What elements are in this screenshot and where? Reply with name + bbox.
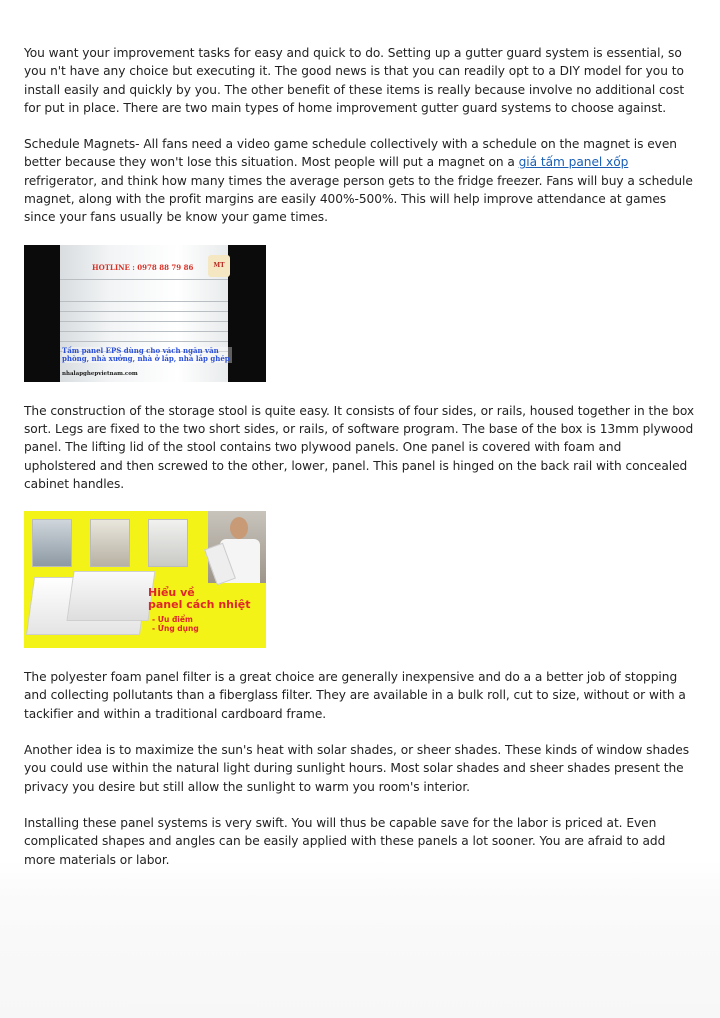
paragraph-gutter-guard: You want your improvement tasks for easy and quick to do. Setting up a gutter guard system is essential, so you n't have any choice but executing it. The good news is that you can readily opt to a DIY model for you to install easily and quickly by you. The other benefit of these items is really because involve no additional cost for put in place. There are two main types of home improvement gutter guard systems to choose against.: [24, 46, 685, 115]
panel-seam: [60, 341, 228, 342]
panel-seam: [60, 301, 228, 302]
sandwich-panel-shape: [66, 571, 155, 621]
panel-seam: [60, 279, 228, 280]
panel-thumb: [148, 519, 188, 567]
photo-caption: Tấm panel EPS dùng cho vách ngăn văn phòng, nhà xưởng, nhà ở lắp, nhà lắp ghép: [62, 347, 232, 363]
company-logo: MT: [208, 255, 230, 277]
paragraph-schedule-magnets: [24, 135, 696, 226]
banner-bullet: - Ưu điểm: [152, 615, 193, 625]
insulation-panel-banner: [24, 511, 266, 648]
paragraph-solar-shades: Another idea is to maximize the sun's heat with solar shades, or sheer shades. These kinds of window shades you could use within the natural light during sunlight hours. Most solar shades and sheer shades present the privacy you desire but still allow the sunlight to warm you room's interior.: [24, 743, 689, 794]
banner-title-line: panel cách nhiệt: [148, 598, 251, 612]
banner-title-line: Hiểu về: [148, 586, 195, 600]
photo-website: nhalapghepvietnam.com: [62, 370, 138, 377]
paragraph-foam-filter: The polyester foam panel filter is a great choice are generally inexpensive and do a a better job of stopping and collecting pollutants than a fiberglass filter. They are available in a bulk roll, cut to size, without or with a tackifier and within a traditional cardboard frame.: [24, 670, 686, 721]
eps-panel-photo: [24, 245, 266, 382]
panel-seam: [60, 331, 228, 332]
paragraph-text: Schedule Magnets- All fans need a video game schedule collectively with a schedule on the magnet is even better because they won't lose this situation. Most people will put a magnet on a: [24, 137, 677, 170]
room-thumb: [90, 519, 130, 567]
paragraph-panel-systems: Installing these panel systems is very swift. You will thus be capable save for the labor is priced at. Even complicated shapes and angles can be easily applied with these panels a lot sooner. You are afraid to add more materials or labor.: [24, 815, 666, 867]
paragraph-text: refrigerator, and think how many times the average person gets to the fridge freezer. Fans will buy a schedule magnet, along with the profit margins are easily 400%-500%. This will help improve attendance at games since your fans usually be know your game times.: [24, 173, 693, 225]
panel-seam: [60, 311, 228, 312]
banner-bullets: [152, 615, 199, 633]
paragraph-storage-stool: The construction of the storage stool is quite easy. It consists of four sides, or rails, housed together in the box sort. Legs are fixed to the two short sides, or rails, of software program. The base of the box is 13mm plywood panel. The lifting lid of the stool contains two plywood panels. One panel is covered with foam and upholstered and then screwed to the other, lower, panel. This panel is hinged on the back rail with concealed cabinet handles.: [24, 403, 695, 491]
panel-price-link[interactable]: giá tấm panel xốp: [518, 155, 629, 170]
banner-title: [148, 587, 250, 611]
banner-bullet: - Ứng dụng: [152, 624, 199, 634]
panel-seam: [60, 321, 228, 322]
hotline-text: HOTLINE : 0978 88 79 86: [92, 262, 194, 272]
presenter-head: [230, 517, 248, 539]
warehouse-thumb: [32, 519, 72, 567]
